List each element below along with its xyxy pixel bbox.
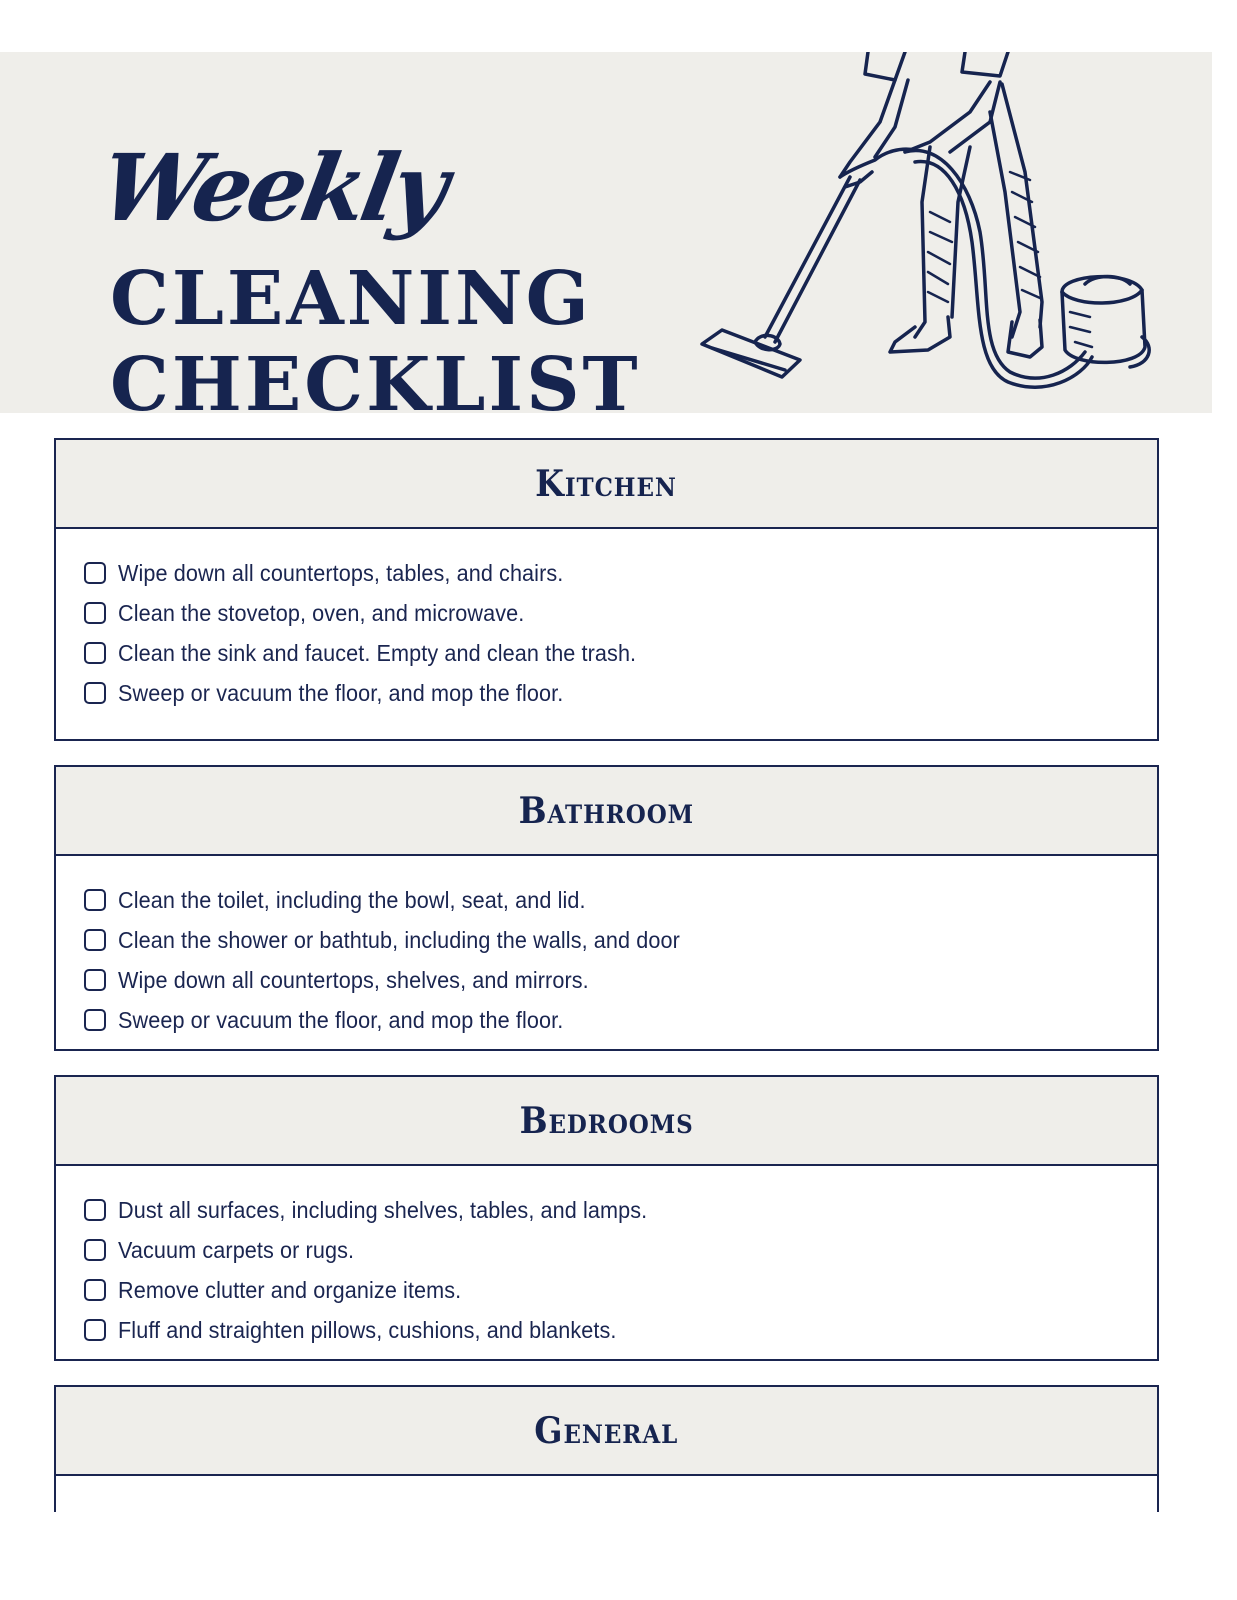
task-text: Vacuum carpets or rugs.: [118, 1236, 355, 1263]
section-kitchen: [54, 438, 1159, 741]
task-item: [84, 633, 1157, 673]
task-item: [84, 593, 1157, 633]
task-text: Remove clutter and organize items.: [118, 1276, 462, 1303]
title-script: Weekly: [92, 134, 453, 242]
checkbox[interactable]: [84, 889, 106, 911]
checkbox[interactable]: [84, 682, 106, 704]
task-text: Clean the stovetop, oven, and microwave.: [118, 599, 525, 626]
task-item: [84, 960, 1157, 1000]
task-item: [84, 1190, 1157, 1230]
task-item: [84, 1230, 1157, 1270]
task-text: Clean the sink and faucet. Empty and clean the trash.: [118, 639, 637, 666]
section-title: Bathroom: [518, 789, 695, 832]
section-header: [56, 440, 1157, 529]
section-title: General: [534, 1409, 679, 1452]
title-line-cleaning: CLEANING: [110, 256, 592, 342]
task-text: Wipe down all countertops, tables, and chairs.: [118, 559, 564, 586]
vacuum-cleaner-person-icon: [690, 52, 1160, 392]
task-text: Sweep or vacuum the floor, and mop the floor.: [118, 679, 564, 706]
task-list: [56, 1166, 1157, 1350]
task-list: [56, 856, 1157, 1040]
title-line-checklist: CHECKLIST: [110, 342, 641, 428]
checkbox[interactable]: [84, 1279, 106, 1301]
task-text: Clean the toilet, including the bowl, seat, and lid.: [118, 886, 586, 913]
checkbox[interactable]: [84, 1319, 106, 1341]
section-general: [54, 1385, 1159, 1525]
task-item: [84, 1000, 1157, 1040]
checkbox[interactable]: [84, 562, 106, 584]
task-item: [84, 1310, 1157, 1350]
section-bathroom: [54, 765, 1159, 1051]
checkbox[interactable]: [84, 602, 106, 624]
task-item: [84, 1270, 1157, 1310]
checkbox[interactable]: [84, 929, 106, 951]
section-title: Kitchen: [535, 462, 678, 505]
checkbox[interactable]: [84, 1239, 106, 1261]
checkbox[interactable]: [84, 969, 106, 991]
checkbox[interactable]: [84, 642, 106, 664]
section-header: [56, 1387, 1157, 1476]
section-title: Bedrooms: [519, 1099, 694, 1142]
task-item: [84, 880, 1157, 920]
checkbox[interactable]: [84, 1009, 106, 1031]
task-text: Sweep or vacuum the floor, and mop the floor.: [118, 1006, 564, 1033]
task-item: [84, 553, 1157, 593]
section-header: [56, 1077, 1157, 1166]
task-text: Dust all surfaces, including shelves, tables, and lamps.: [118, 1196, 648, 1223]
task-text: Fluff and straighten pillows, cushions, and blankets.: [118, 1316, 617, 1343]
task-text: Wipe down all countertops, shelves, and mirrors.: [118, 966, 589, 993]
task-text: Clean the shower or bathtub, including the walls, and door: [118, 926, 680, 953]
section-header: [56, 767, 1157, 856]
task-item: [84, 673, 1157, 713]
checkbox[interactable]: [84, 1199, 106, 1221]
task-item: [84, 920, 1157, 960]
page-bottom-whitespace: [0, 1512, 1237, 1600]
task-list: [56, 1476, 1157, 1516]
section-bedrooms: [54, 1075, 1159, 1361]
task-list: [56, 529, 1157, 713]
